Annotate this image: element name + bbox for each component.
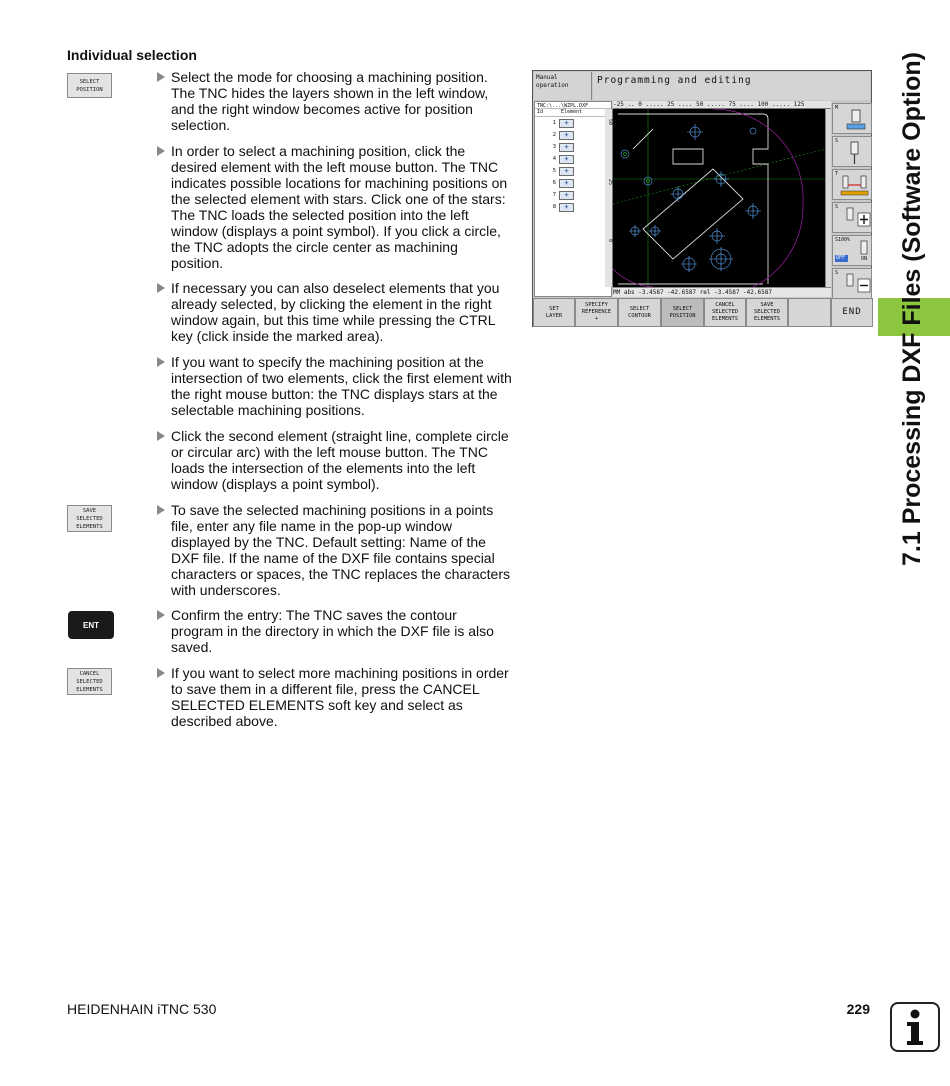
file-path: TNC:\...\WZPL.DXF bbox=[535, 102, 611, 109]
footer-product-name: HEIDENHAIN iTNC 530 bbox=[67, 1001, 217, 1017]
step-arrow-icon bbox=[157, 146, 165, 156]
element-id: 7 bbox=[552, 192, 556, 198]
step-arrow-icon bbox=[157, 357, 165, 367]
step-cancel-selected: If you want to select more machining positions in order to save them in a different file, press the CANCEL SELECTED ELEMENTS soft key and select as described above. bbox=[157, 665, 512, 729]
programming-mode-title: Programming and editing bbox=[593, 72, 870, 100]
step-select-mode: Select the mode for choosing a machining position. The TNC hides the layers shown in the left window, and the right window becomes active for position selection. bbox=[157, 69, 512, 133]
step-arrow-icon bbox=[157, 505, 165, 515]
dxf-drawing-canvas[interactable] bbox=[613, 109, 825, 287]
point-element-icon[interactable]: + bbox=[559, 143, 574, 152]
step-save-points-file: To save the selected machining positions in a points file, enter any file name in the pop-up window displayed by the TNC. Default setting: Name of the DXF file. If the name of the DXF file contains special characters or spaces, the TNC replaces the characters with underscores. bbox=[157, 502, 512, 598]
side-softkey-panel bbox=[832, 101, 872, 297]
specify-reference-softkey[interactable]: SPECIFY REFERENCE + bbox=[575, 298, 618, 327]
ent-key[interactable]: ENT bbox=[68, 611, 114, 639]
save-selected-elements-softkey[interactable]: SAVE SELECTED ELEMENTS bbox=[67, 505, 112, 532]
step-arrow-icon bbox=[157, 431, 165, 441]
side-key-s[interactable]: S bbox=[832, 136, 872, 167]
empty-softkey bbox=[788, 298, 831, 327]
element-id: 2 bbox=[552, 132, 556, 138]
tool-axis-icon bbox=[833, 170, 873, 201]
element-list-row[interactable] bbox=[535, 201, 611, 213]
horizontal-ruler: -25 .. 0 ..... 25 .... 50 ..... 75 .... 100 ..... 125 bbox=[613, 101, 831, 109]
step-arrow-icon bbox=[157, 283, 165, 293]
step-second-element: Click the second element (straight line, complete circle or circular arc) with the left mouse button. The TNC loads the intersection of the elements into the left window (displays a point symbol). bbox=[157, 428, 512, 492]
element-id: 8 bbox=[552, 204, 556, 210]
point-element-icon[interactable]: + bbox=[559, 191, 574, 200]
page-number: 229 bbox=[846, 1001, 870, 1017]
position-status-line: MM abs -3.4587 -42.6587 rel -3.4587 -42.6587 bbox=[613, 287, 831, 297]
step-confirm-entry: Confirm the entry: The TNC saves the contour program in the directory in which the DXF file is also saved. bbox=[157, 607, 512, 655]
section-title: Individual selection bbox=[67, 47, 197, 63]
element-id: 6 bbox=[552, 180, 556, 186]
canvas-scrollbar[interactable] bbox=[825, 109, 831, 287]
element-list-panel bbox=[534, 101, 612, 297]
element-id: 1 bbox=[552, 120, 556, 126]
step-select-position: In order to select a machining position, click the desired element with the left mouse button. The TNC indicates possible locations for machining positions on the selected element with stars. Click one of the stars: The TNC loads the selected position into the left window (displays a point symbol). If you click a circle, the TNC adopts the circle center as machining position. bbox=[157, 143, 512, 271]
element-id: 5 bbox=[552, 168, 556, 174]
step-deselect: If necessary you can also deselect elements that you already selected, by clicking the element in the right window again, but this time while pressing the CTRL key (click inside the marked area). bbox=[157, 280, 512, 344]
point-element-icon[interactable]: + bbox=[559, 203, 574, 212]
side-key-s-plus[interactable]: S bbox=[832, 202, 872, 233]
element-list-row[interactable] bbox=[535, 177, 611, 189]
minus-icon bbox=[833, 269, 873, 300]
cancel-selected-elements-softkey[interactable]: CANCEL SELECTED ELEMENTS bbox=[67, 668, 112, 695]
step-arrow-icon bbox=[157, 72, 165, 82]
select-contour-softkey[interactable]: SELECT CONTOUR bbox=[618, 298, 661, 327]
element-list-row[interactable] bbox=[535, 189, 611, 201]
element-list-row[interactable] bbox=[535, 129, 611, 141]
element-list-row[interactable] bbox=[535, 141, 611, 153]
side-key-s100-off-on[interactable]: S100% OFF ON bbox=[832, 235, 872, 266]
cancel-selected-elements-softkey-screen[interactable]: CANCEL SELECTED ELEMENTS bbox=[704, 298, 746, 327]
toggle-icon bbox=[833, 236, 873, 267]
element-list-row[interactable] bbox=[535, 153, 611, 165]
operating-mode: Manual operation bbox=[534, 72, 592, 100]
side-key-t[interactable]: T bbox=[832, 169, 872, 200]
info-icon bbox=[890, 1002, 940, 1052]
select-position-softkey[interactable]: SELECT POSITION bbox=[67, 73, 112, 98]
point-element-icon[interactable]: + bbox=[559, 131, 574, 140]
point-element-icon[interactable]: + bbox=[559, 155, 574, 164]
tnc-screenshot bbox=[532, 70, 872, 327]
select-position-softkey-screen[interactable]: SELECT POSITION bbox=[661, 298, 704, 327]
step-arrow-icon bbox=[157, 668, 165, 678]
step-intersection: If you want to specify the machining position at the intersection of two elements, click the first element with the right mouse button: the TNC displays stars at the selectable machining positions. bbox=[157, 354, 512, 418]
machine-icon bbox=[833, 104, 873, 135]
element-list-row[interactable] bbox=[535, 165, 611, 177]
spindle-icon bbox=[833, 137, 873, 168]
softkey-row bbox=[533, 298, 873, 327]
chapter-side-title: 7.1 Processing DXF Files (Software Option) bbox=[898, 52, 926, 566]
side-key-s-minus[interactable]: S bbox=[832, 268, 872, 299]
side-key-m[interactable]: M bbox=[832, 103, 872, 134]
point-element-icon[interactable]: + bbox=[559, 119, 574, 128]
step-arrow-icon bbox=[157, 610, 165, 620]
plus-icon bbox=[833, 203, 873, 234]
element-list-header: Id Element bbox=[535, 109, 611, 117]
save-selected-elements-softkey-screen[interactable]: SAVE SELECTED ELEMENTS bbox=[746, 298, 788, 327]
end-softkey[interactable]: END bbox=[831, 298, 873, 327]
point-element-icon[interactable]: + bbox=[559, 179, 574, 188]
point-element-icon[interactable]: + bbox=[559, 167, 574, 176]
element-id: 4 bbox=[552, 156, 556, 162]
vertical-ruler: 50 25 0 bbox=[605, 109, 613, 287]
element-list-row[interactable] bbox=[535, 117, 611, 129]
element-id: 3 bbox=[552, 144, 556, 150]
set-layer-softkey[interactable]: SET LAYER bbox=[533, 298, 575, 327]
